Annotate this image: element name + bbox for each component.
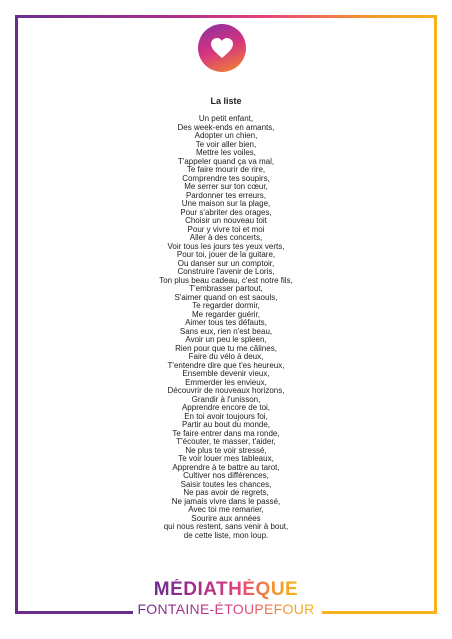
poem-line: de cette liste, mon loup. [183,530,269,540]
poem-line: qui nous restent, sans venir à bout, [163,522,289,531]
poem-line: Pour toi, jouer de la guitare, [176,250,276,259]
poem-line: Emmerder les envieux, [185,377,267,387]
poem-line: Grandir à l'unisson, [191,394,261,404]
poem-line: Mettre les voiles, [195,148,257,157]
poem-line: Comprendre tes soupirs, [182,173,270,183]
poem-line: T'embrasser partout, [189,284,263,293]
logo-badge [198,24,246,72]
poem-line: Aimer tous tes défauts, [185,318,267,327]
frame-top-border [15,15,437,18]
poem-line: Un petit enfant, [198,114,254,123]
poem-line: Ne pas avoir de regrets, [183,488,269,497]
poem-line: T'appeler quand ça va mal, [177,156,275,166]
heart-icon [210,37,234,59]
poem-line: Voir tous les jours tes yeux verts, [167,241,285,251]
poem-line: Sourire aux années [191,513,261,523]
page-title: La liste [210,96,242,106]
brand-line-2: FONTAINE-ÉTOUPEFOUR [137,601,315,617]
poem-line: Choisir un nouveau toit [185,216,267,225]
poem-line: Rien pour que tu me câlines, [175,343,277,353]
poem-line: Faire du vélo à deux, [188,352,264,361]
poem-line: Pour s'abriter des orages, [180,207,272,217]
poem-line: Ou danser sur un comptoir, [177,258,275,268]
poem-line: Ton plus beau cadeau, c'est notre fils, [159,275,293,285]
poem-line: Une maison sur la plage, [181,199,271,208]
brand-line-1: MÉDIATHÈQUE [153,579,299,600]
poem-line: Cultiver nos différences, [183,471,269,480]
poem-line: Pardonner tes erreurs, [185,190,267,200]
poem-line: T'entendre dire que t'es heureux, [167,360,285,370]
poem-line: Apprendre encore de toi, [181,403,271,412]
poem-line: Construire l'avenir de Loris, [177,267,275,276]
poem-line: Adopter un chien, [194,131,258,140]
poem-line: Ensemble devenir vieux, [182,369,270,378]
poem-line: Ne jamais vivre dans le passé, [171,496,281,506]
poem-line: Te regarder dormir, [192,301,260,310]
poem-line: T'écouter, te masser, t'aider, [176,437,276,446]
poem-body [0,115,452,540]
poem-line: Apprendre à te battre au tarot, [172,462,280,472]
poem-line: Des week-ends en amants, [177,122,275,132]
poem-line: Avec toi me remarier, [188,505,264,514]
poem-line: Sans eux, rien n'est beau, [179,326,273,336]
poem-line: Aller à des concerts, [189,233,263,242]
poem-line: Découvrir de nouveaux horizons, [167,386,285,395]
poem-line: Me serrer sur ton cœur, [184,182,268,191]
poem-line: Te voir louer mes tableaux, [178,454,274,463]
poem-line: Me regarder guérir, [191,309,261,319]
poem-line: Te faire entrer dans ma ronde, [172,428,280,438]
poem-line: S'aimer quand on est saouls, [174,292,278,302]
poem-line: Avoir un peu le spleen, [185,335,267,344]
poem-line: Partir au bout du monde, [181,420,271,429]
poem-line: Pour y vivre toi et moi [187,224,265,234]
poem-line: Te voir aller bien, [195,139,257,149]
poem-line: En toi avoir toujours foi, [184,411,268,421]
poem-line: Te faire mourir de rire, [186,165,266,174]
poem-line: Ne plus te voir stressé, [185,445,267,455]
poem-line: Saisir toutes les chances, [180,479,272,489]
